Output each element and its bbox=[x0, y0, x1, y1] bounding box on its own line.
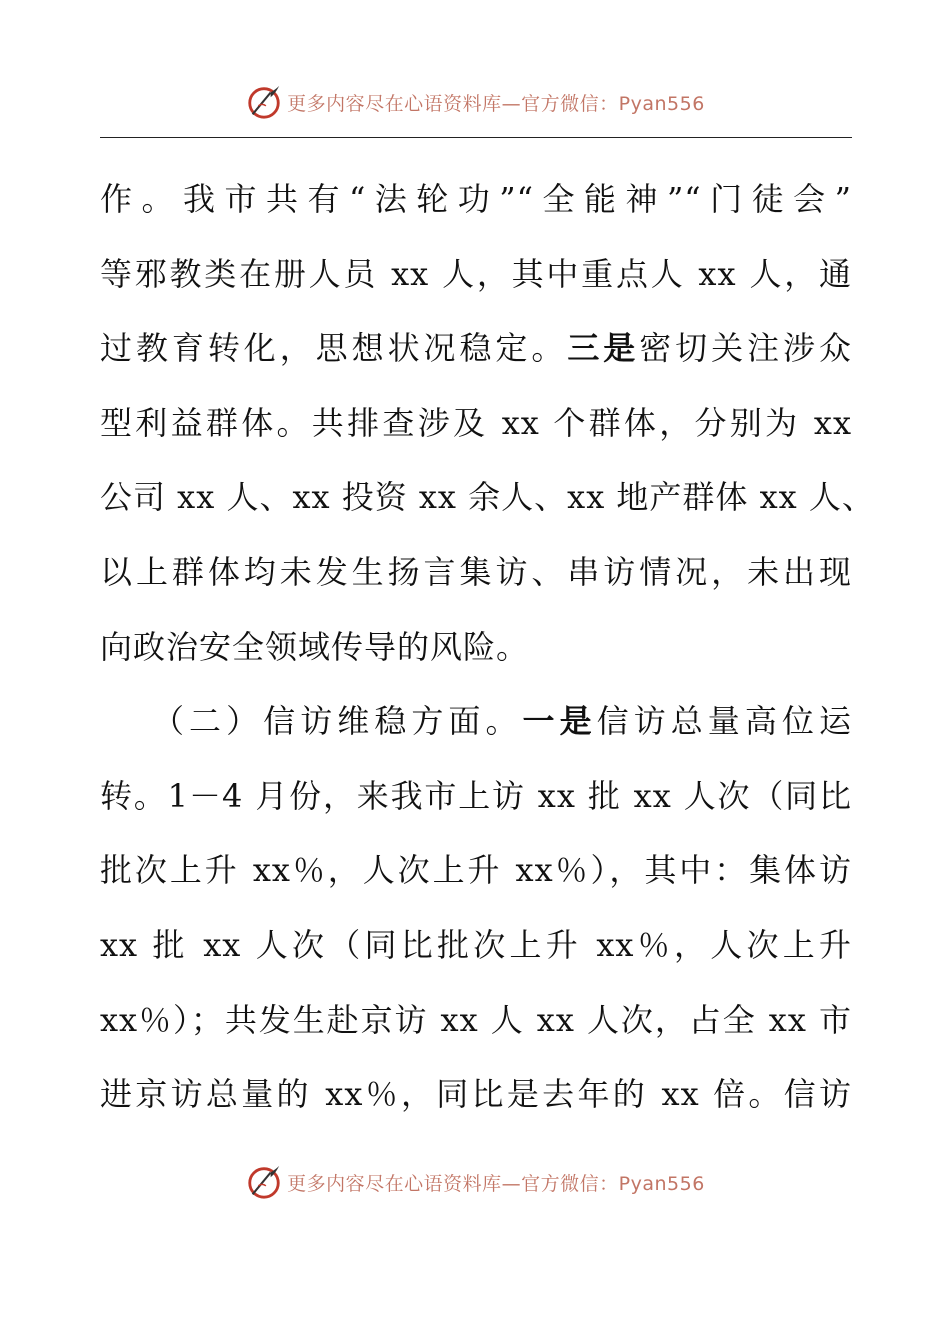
header-banner-text: 更多内容尽在心语资料库—官方微信：Pyan556 bbox=[287, 92, 705, 115]
quill-logo-icon bbox=[245, 1163, 283, 1201]
footer-banner bbox=[0, 1162, 950, 1202]
emphasis-text: 一是 bbox=[522, 702, 597, 741]
text-line: xx％）；共发生赴京访 xx 人 xx 人次，占全 xx 市 bbox=[100, 1000, 852, 1039]
text-line: 向政治安全领域传导的风险。 bbox=[100, 627, 530, 666]
quill-logo-icon bbox=[245, 83, 283, 121]
document-body bbox=[100, 162, 875, 1132]
text-line: 等邪教类在册人员 xx 人，其中重点人 xx 人，通 bbox=[100, 254, 852, 293]
footer-banner-text: 更多内容尽在心语资料库—官方微信：Pyan556 bbox=[287, 1172, 705, 1195]
text-line: 进京访总量的 xx％，同比是去年的 xx 倍。信访 bbox=[100, 1075, 852, 1114]
header-banner bbox=[0, 82, 950, 122]
header-rule bbox=[100, 137, 852, 138]
text-line: 转。1－4 月份，来我市上访 xx 批 xx 人次（同比 bbox=[100, 776, 852, 815]
text-line: 过教育转化，思想状况稳定。三是密切关注涉众 bbox=[100, 329, 852, 368]
text-line: 公司 xx 人、xx 投资 xx 余人、xx 地产群体 xx 人、 bbox=[100, 478, 875, 517]
text-line: 批次上升 xx％，人次上升 xx％），其中：集体访 bbox=[100, 851, 852, 890]
section-heading-line: （二）信访维稳方面。一是信访总量高位运 bbox=[152, 702, 852, 741]
text-line: xx 批 xx 人次（同比批次上升 xx％，人次上升 bbox=[100, 925, 852, 964]
emphasis-text: 三是 bbox=[567, 329, 640, 368]
text-line: 作。我市共有“法轮功”“全能神”“门徒会” bbox=[100, 180, 852, 218]
text-line: 型利益群体。共排查涉及 xx 个群体，分别为 xx bbox=[100, 403, 852, 442]
text-line: 以上群体均未发生扬言集访、串访情况，未出现 bbox=[100, 552, 852, 591]
